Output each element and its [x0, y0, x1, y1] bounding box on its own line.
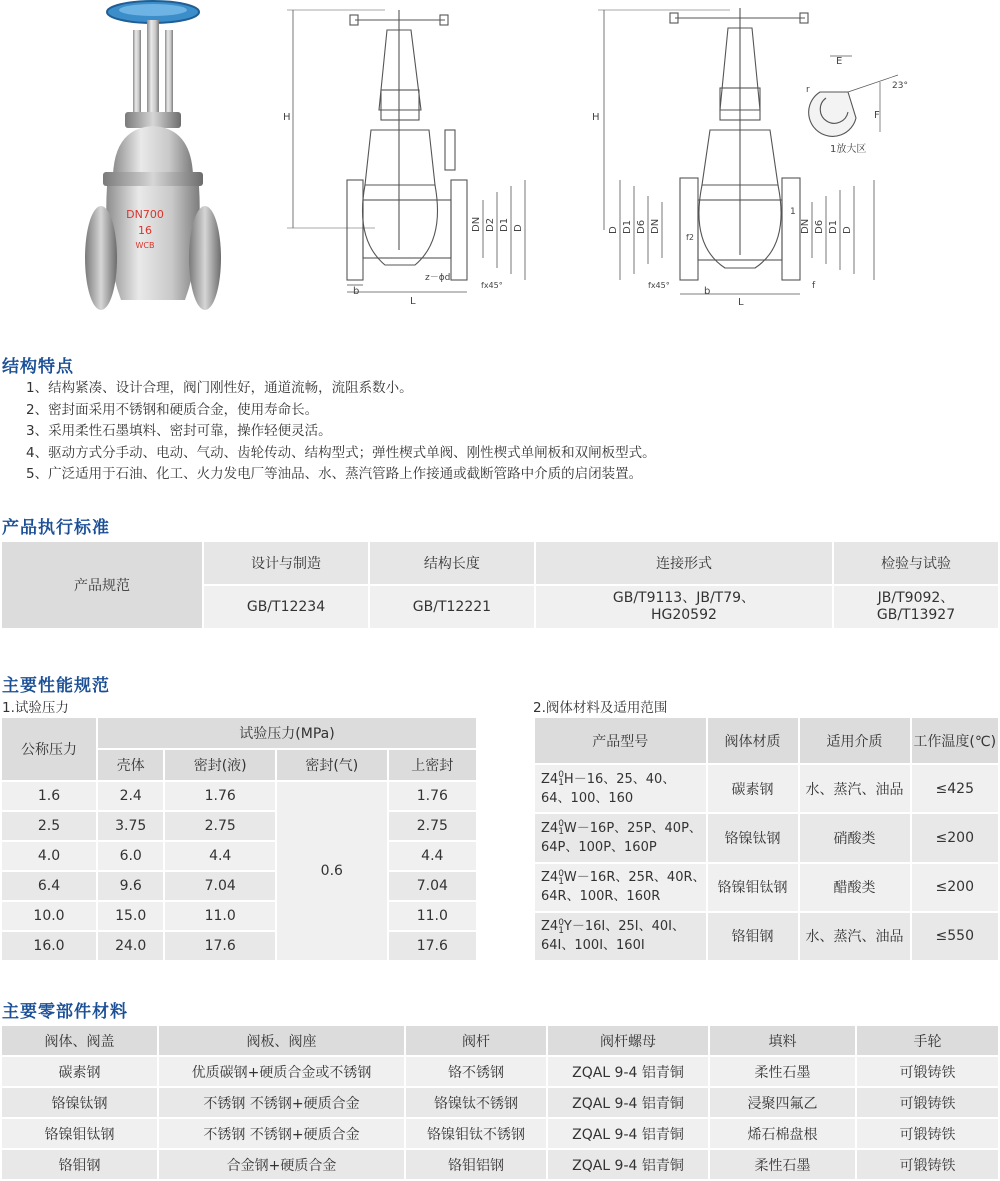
pressure-cell: 11.0 [388, 901, 477, 931]
parts-cell: 铬镍钼钛不锈钢 [405, 1118, 547, 1149]
dim-d1-left-label: D1 [622, 219, 633, 234]
dim-l2-label: L [738, 297, 744, 308]
dim-f-label: f [812, 281, 816, 291]
pressure-cell: 4.0 [1, 841, 97, 871]
parts-header: 阀体、阀盖 [1, 1025, 158, 1056]
table-row [1, 901, 477, 931]
parts-cell: 铬不锈钢 [405, 1056, 547, 1087]
medium-cell: 硝酸类 [799, 813, 911, 862]
table-row [534, 863, 999, 912]
dim-dn-left-label: DN [650, 218, 661, 234]
pressure-cell: 1.6 [1, 781, 97, 811]
parts-cell: 可锻铸铁 [856, 1056, 999, 1087]
standards-table [0, 540, 1000, 630]
model-sub: 1 [558, 925, 564, 936]
dim-l-label: L [410, 296, 416, 307]
feature-item: 2、密封面采用不锈钢和硬质合金，使用寿命长。 [26, 401, 319, 418]
material-header: 产品型号 [534, 717, 707, 764]
model-sub: 1 [558, 778, 564, 789]
dim-d-right-label: D [842, 226, 853, 234]
pressure-cell: 3.75 [97, 811, 164, 841]
table-row [534, 764, 999, 813]
pressure-cell: 7.04 [388, 871, 477, 901]
model-prefix: Z4 [541, 771, 559, 787]
model-sup: 0 [558, 917, 564, 928]
parts-cell: 浸聚四氟乙 [709, 1087, 856, 1118]
dim-d2-label: D2 [485, 217, 496, 232]
table-row [534, 813, 999, 862]
standards-header: 检验与试验 [833, 541, 999, 585]
features-title: 结构特点 [2, 357, 74, 377]
model-prefix: Z4 [541, 820, 559, 836]
table-row [534, 912, 999, 961]
parts-table [0, 1024, 1000, 1181]
dim-dn-right-label: DN [800, 218, 811, 234]
parts-cell: 烯石棉盘根 [709, 1118, 856, 1149]
detail-caption: 1放大区 [830, 144, 867, 155]
standards-row-label: 产品规范 [1, 541, 203, 629]
table-row [1, 1056, 999, 1087]
parts-cell: ZQAL 9-4 铝青铜 [547, 1056, 709, 1087]
dim-b-label: b [353, 286, 360, 297]
parts-cell: ZQAL 9-4 铝青铜 [547, 1149, 709, 1180]
model-line1: W－16P、25P、40P、 [563, 820, 702, 836]
model-line1: Y－16I、25I、40I、 [563, 919, 685, 935]
feature-item: 1、结构紧凑、设计合理，阀门刚性好，通道流畅，流阻系数小。 [26, 380, 413, 396]
standards-value: GB/T12234 [203, 585, 369, 629]
model-sup: 0 [558, 868, 564, 879]
parts-cell: 铬钼钢 [1, 1149, 158, 1180]
parts-cell: ZQAL 9-4 铝青铜 [547, 1118, 709, 1149]
dim-F-label: F [874, 110, 880, 121]
dim-d1-right-label: D1 [828, 219, 839, 234]
pressure-cell: 16.0 [1, 931, 97, 961]
model-line2: 64、100、160 [541, 790, 634, 806]
model-cell [534, 912, 707, 961]
pressure-cell: 7.04 [164, 871, 276, 901]
parts-header: 填料 [709, 1025, 856, 1056]
temp-cell: ≤550 [911, 912, 999, 961]
performance-title: 主要性能规范 [2, 676, 110, 696]
model-line1: W－16R、25R、40R、 [563, 870, 706, 886]
standards-value: JB/T9092、 GB/T13927 [833, 585, 999, 629]
features-list [26, 378, 656, 486]
parts-cell: 可锻铸铁 [856, 1149, 999, 1180]
pressure-cell: 1.76 [164, 781, 276, 811]
pressure-cell: 2.75 [388, 811, 477, 841]
standards-header: 设计与制造 [203, 541, 369, 585]
model-prefix: Z4 [541, 870, 559, 886]
model-sub: 1 [558, 827, 564, 838]
pressure-cell: 2.5 [1, 811, 97, 841]
table-row [1, 871, 477, 901]
table-row [1, 1087, 999, 1118]
model-line2: 64P、100P、160P [541, 839, 657, 855]
pressure-cell: 6.4 [1, 871, 97, 901]
table-row [1, 811, 477, 841]
parts-title: 主要零部件材料 [2, 1002, 128, 1022]
pressure-cell: 2.75 [164, 811, 276, 841]
pressure-cell: 24.0 [97, 931, 164, 961]
pressure-subheader: 壳体 [97, 749, 164, 781]
model-sub: 1 [558, 876, 564, 887]
pressure-cell: 4.4 [388, 841, 477, 871]
table-row [1, 1118, 999, 1149]
material-cell: 碳素钢 [707, 764, 799, 813]
model-prefix: Z4 [541, 919, 559, 935]
feature-item: 4、驱动方式分手动、电动、气动、齿轮传动、结构型式；弹性楔式单阀、刚性楔式单闸板和双闸板型式。 [26, 444, 656, 461]
valve-photo [85, 0, 225, 320]
parts-cell: 不锈钢 不锈钢+硬质合金 [158, 1087, 405, 1118]
parts-cell: 柔性石墨 [709, 1149, 856, 1180]
parts-cell: 铬钼铝钢 [405, 1149, 547, 1180]
model-sup: 0 [558, 819, 564, 830]
pressure-cell: 10.0 [1, 901, 97, 931]
parts-cell: 铬镍钛钢 [1, 1087, 158, 1118]
medium-cell: 水、蒸汽、油品 [799, 764, 911, 813]
dim-bolt-label: z－ϕd [425, 273, 451, 283]
temp-cell: ≤200 [911, 813, 999, 862]
pressure-subheader: 密封(气) [276, 749, 388, 781]
dim-d-left-label: D [608, 226, 619, 234]
temp-cell: ≤200 [911, 863, 999, 912]
pressure-cell: 11.0 [164, 901, 276, 931]
dim-b2-label: b [704, 286, 711, 297]
temp-cell: ≤425 [911, 764, 999, 813]
parts-cell: 铬镍钼钛钢 [1, 1118, 158, 1149]
pressure-subheader: 上密封 [388, 749, 477, 781]
standards-header: 连接形式 [535, 541, 833, 585]
dim-d6-right-label: D6 [814, 219, 825, 234]
material-cell: 铬镍钛钢 [707, 813, 799, 862]
pressure-cell: 2.4 [97, 781, 164, 811]
pressure-table [0, 716, 478, 962]
parts-header: 手轮 [856, 1025, 999, 1056]
standards-value: GB/T9113、JB/T79、 HG20592 [535, 585, 833, 629]
medium-cell: 水、蒸汽、油品 [799, 912, 911, 961]
standards-value: GB/T12221 [369, 585, 535, 629]
material-table [533, 716, 1000, 962]
pressure-cell: 4.4 [164, 841, 276, 871]
parts-cell: 铬镍钛不锈钢 [405, 1087, 547, 1118]
pressure-cell: 6.0 [97, 841, 164, 871]
dim-d1-label: D1 [499, 217, 510, 232]
parts-cell: 不锈钢 不锈钢+硬质合金 [158, 1118, 405, 1149]
dim-r-label: r [806, 85, 810, 95]
parts-header: 阀板、阀座 [158, 1025, 405, 1056]
plate-pressure-label: 16 [138, 224, 152, 237]
parts-cell: 碳素钢 [1, 1056, 158, 1087]
pressure-caption: 1.试验压力 [2, 700, 69, 716]
parts-cell: 可锻铸铁 [856, 1118, 999, 1149]
plate-size-label: DN700 [126, 208, 164, 221]
material-cell: 铬镍钼钛钢 [707, 863, 799, 912]
pressure-cell: 17.6 [164, 931, 276, 961]
model-sup: 0 [558, 770, 564, 781]
model-line2: 64R、100R、160R [541, 889, 661, 905]
model-line1: H－16、25、40、 [563, 771, 676, 787]
material-header: 适用介质 [799, 717, 911, 764]
parts-header: 阀杆螺母 [547, 1025, 709, 1056]
pressure-cell: 9.6 [97, 871, 164, 901]
pressure-header-group: 试验压力(MPa) [97, 717, 477, 749]
dim-dn-label: DN [471, 216, 482, 232]
drawing-double-gate [580, 0, 910, 310]
drawing-single-gate [275, 0, 530, 310]
plate-material-label: WCB [135, 241, 155, 250]
standards-header: 结构长度 [369, 541, 535, 585]
detail-marker-label: 1 [790, 207, 796, 217]
feature-item: 5、广泛适用于石油、化工、火力发电厂等油品、水、蒸汽管路上作接通或截断管路中介质的启闭装置。 [26, 466, 643, 482]
parts-cell: 柔性石墨 [709, 1056, 856, 1087]
model-cell [534, 813, 707, 862]
parts-cell: 合金钢+硬质合金 [158, 1149, 405, 1180]
pressure-cell: 15.0 [97, 901, 164, 931]
dim-h2-label: H [592, 112, 600, 123]
table-row [1, 841, 477, 871]
parts-cell: ZQAL 9-4 铝青铜 [547, 1087, 709, 1118]
parts-header: 阀杆 [405, 1025, 547, 1056]
material-cell: 铬钼钢 [707, 912, 799, 961]
model-cell [534, 863, 707, 912]
pressure-header-nominal: 公称压力 [1, 717, 97, 781]
parts-cell: 可锻铸铁 [856, 1087, 999, 1118]
model-cell [534, 764, 707, 813]
dim-e-label: E [836, 56, 843, 67]
pressure-gas-cell: 0.6 [276, 781, 388, 961]
model-line2: 64I、100I、160I [541, 938, 645, 954]
table-row [1, 931, 477, 961]
material-header: 工作温度(℃) [911, 717, 999, 764]
parts-cell: 优质碳钢+硬质合金或不锈钢 [158, 1056, 405, 1087]
standards-title: 产品执行标准 [2, 518, 110, 538]
dim-d6-left-label: D6 [636, 219, 647, 234]
table-row [1, 781, 477, 811]
dim-chamfer-label: fx45° [481, 281, 503, 290]
dim-d-label: D [513, 224, 524, 232]
material-caption: 2.阀体材料及适用范围 [533, 700, 668, 716]
dim-h-label: H [283, 112, 291, 123]
pressure-cell: 1.76 [388, 781, 477, 811]
material-header: 阀体材质 [707, 717, 799, 764]
medium-cell: 醋酸类 [799, 863, 911, 912]
dim-f2-label: f2 [686, 233, 694, 242]
table-row [1, 1149, 999, 1180]
feature-item: 3、采用柔性石墨填料、密封可靠，操作轻便灵活。 [26, 423, 332, 439]
dim-angle-label: 23° [892, 81, 908, 91]
dim-chamfer2-label: fx45° [648, 281, 670, 290]
pressure-subheader: 密封(液) [164, 749, 276, 781]
pressure-cell: 17.6 [388, 931, 477, 961]
